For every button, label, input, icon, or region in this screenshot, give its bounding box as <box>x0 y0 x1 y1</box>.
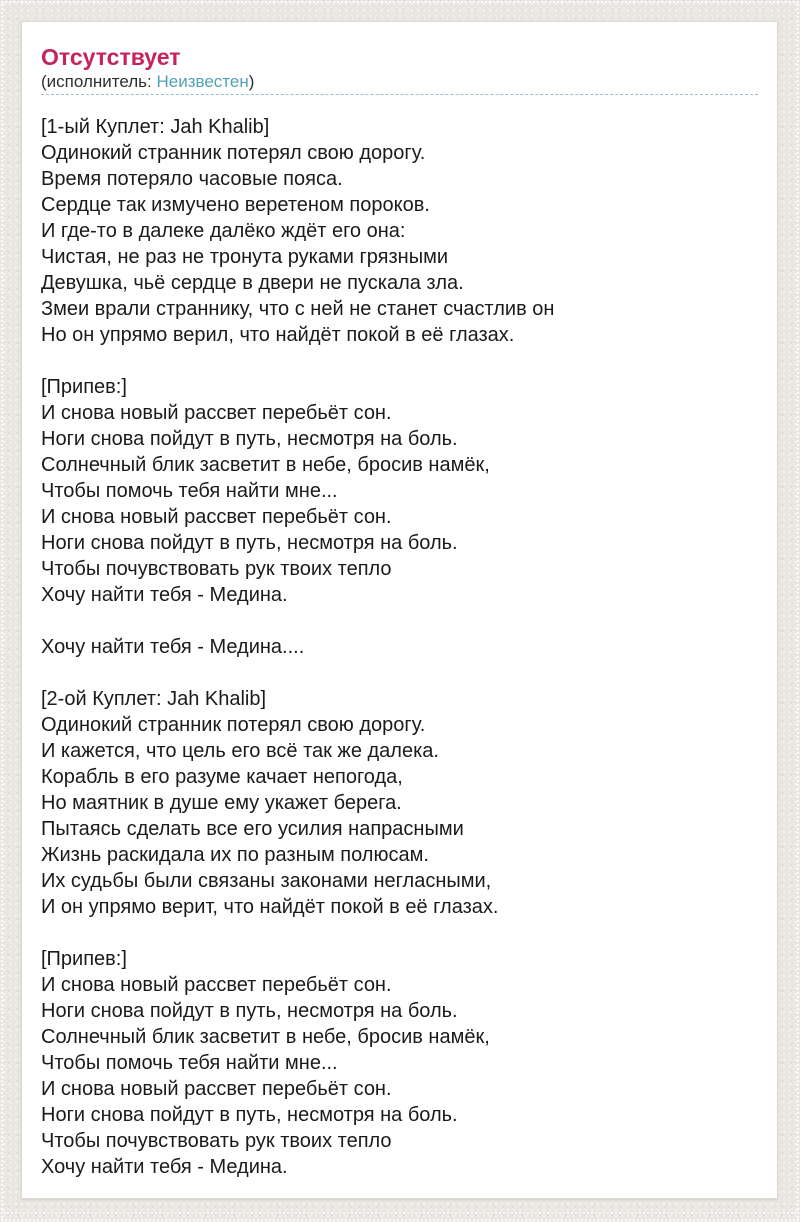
artist-link[interactable]: Неизвестен <box>156 72 249 91</box>
artist-close-paren: ) <box>248 72 255 91</box>
lyrics-line: Солнечный блик засветит в небе, бросив намёк, <box>41 454 490 476</box>
lyrics-line: Сердце так измучено веретеном пороков. <box>41 194 430 216</box>
lyrics-line: Жизнь раскидала их по разным полюсам. <box>41 844 429 866</box>
lyrics-line: Девушка, чьё сердце в двери не пускала зла. <box>41 272 464 294</box>
lyrics-line: Ноги снова пойдут в путь, несмотря на боль. <box>41 532 458 554</box>
lyrics-card <box>21 21 778 1199</box>
lyrics-line: Чтобы помочь тебя найти мне... <box>41 480 338 502</box>
lyrics-line: Чтобы почувствовать рук твоих тепло <box>41 558 392 580</box>
lyrics-line: Ноги снова пойдут в путь, несмотря на боль. <box>41 1104 458 1126</box>
lyrics-text <box>41 114 758 1180</box>
lyrics-line: И снова новый рассвет перебьёт сон. <box>41 1078 392 1100</box>
lyrics-line: Одинокий странник потерял свою дорогу. <box>41 714 426 736</box>
artist-line <box>41 72 758 95</box>
lyrics-line: И снова новый рассвет перебьёт сон. <box>41 402 392 424</box>
lyrics-line: Змеи врали страннику, что с ней не станет счастлив он <box>41 298 555 320</box>
lyrics-line: Одинокий странник потерял свою дорогу. <box>41 142 426 164</box>
lyrics-line: Пытаясь сделать все его усилия напрасными <box>41 818 464 840</box>
lyrics-line: Их судьбы были связаны законами негласными, <box>41 870 492 892</box>
lyrics-line: Ноги снова пойдут в путь, несмотря на боль. <box>41 428 458 450</box>
lyrics-line: Хочу найти тебя - Медина.... <box>41 636 305 658</box>
lyrics-line: Корабль в его разуме качает непогода, <box>41 766 403 788</box>
lyrics-line <box>41 660 758 686</box>
lyrics-line: Хочу найти тебя - Медина. <box>41 584 288 606</box>
lyrics-line: Ноги снова пойдут в путь, несмотря на боль. <box>41 1000 458 1022</box>
lyrics-line: [Припев:] <box>41 376 127 398</box>
lyrics-line <box>41 920 758 946</box>
lyrics-line: И снова новый рассвет перебьёт сон. <box>41 974 392 996</box>
lyrics-line: Чтобы помочь тебя найти мне... <box>41 1052 338 1074</box>
lyrics-line: Время потеряло часовые пояса. <box>41 168 343 190</box>
lyrics-line: Но маятник в душе ему укажет берега. <box>41 792 402 814</box>
lyrics-line: И снова новый рассвет перебьёт сон. <box>41 506 392 528</box>
lyrics-line: [1-ый Куплет: Jah Khalib] <box>41 116 270 138</box>
lyrics-line: Чистая, не раз не тронута руками грязными <box>41 246 448 268</box>
lyrics-line: [Припев:] <box>41 948 127 970</box>
lyrics-line: И где-то в далеке далёко ждёт его она: <box>41 220 406 242</box>
lyrics-line <box>41 608 758 634</box>
lyrics-line: И кажется, что цель его всё так же далека. <box>41 740 439 762</box>
lyrics-line: Солнечный блик засветит в небе, бросив намёк, <box>41 1026 490 1048</box>
lyrics-line: [2-ой Куплет: Jah Khalib] <box>41 688 267 710</box>
lyrics-line <box>41 348 758 374</box>
song-title: Отсутствует <box>41 44 181 70</box>
lyrics-line: Но он упрямо верил, что найдёт покой в её глазах. <box>41 324 515 346</box>
lyrics-line: Хочу найти тебя - Медина. <box>41 1156 288 1178</box>
stitch-bottom-line <box>4 1212 796 1214</box>
lyrics-line: Чтобы почувствовать рук твоих тепло <box>41 1130 392 1152</box>
lyrics-line: И он упрямо верит, что найдёт покой в её глазах. <box>41 896 499 918</box>
artist-label: (исполнитель: <box>41 72 157 91</box>
